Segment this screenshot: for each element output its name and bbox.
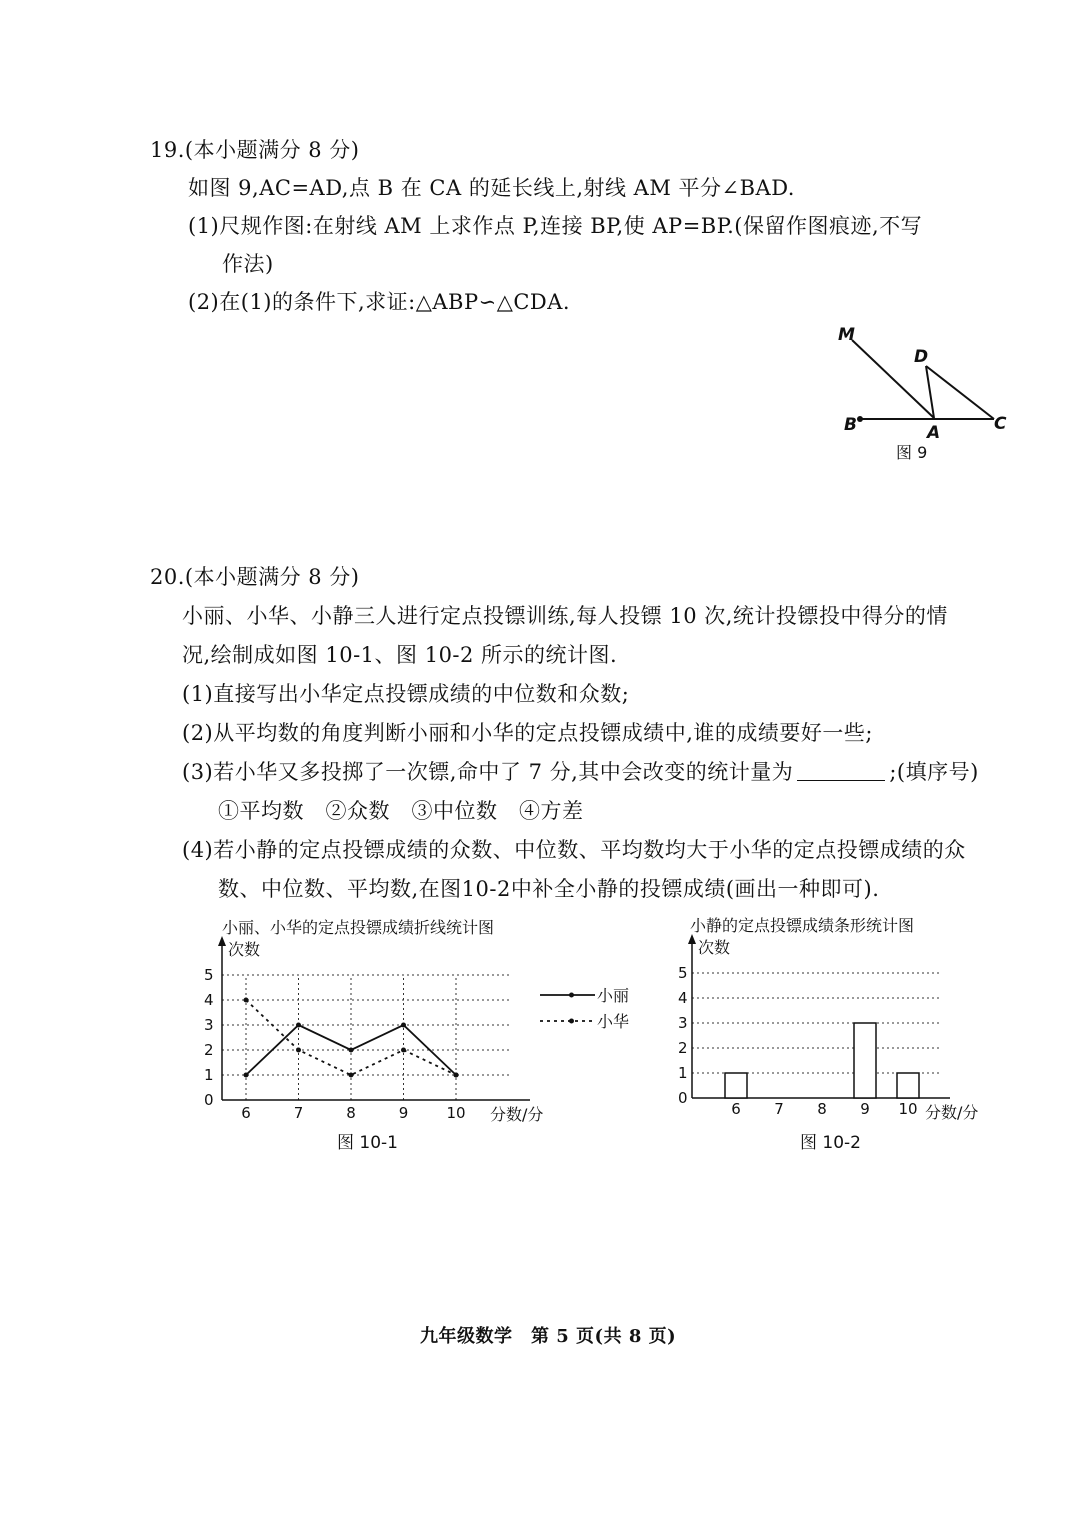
y-tick-label: 3 xyxy=(204,1016,214,1034)
page-footer: 九年级数学 第 5 页(共 8 页) xyxy=(420,1326,677,1347)
x-tick-label: 9 xyxy=(398,1104,409,1122)
x-tick-label: 10 xyxy=(446,1104,466,1122)
data-point xyxy=(401,1048,406,1053)
label-d: D xyxy=(914,347,929,367)
point-b xyxy=(857,416,863,422)
y-tick-label: 3 xyxy=(678,1014,688,1032)
q20-part1: (1)直接写出小华定点投镖成绩的中位数和众数; xyxy=(182,682,630,706)
y-tick-label: 5 xyxy=(678,964,688,982)
x-tick-label: 7 xyxy=(293,1104,304,1122)
x-axis-label: 分数/分 xyxy=(490,1105,544,1124)
q20-header: 20.(本小题满分 8 分) xyxy=(150,565,360,589)
chart1-caption: 图 10-1 xyxy=(337,1133,398,1153)
figure-9-caption: 图 9 xyxy=(896,443,928,462)
bar-6 xyxy=(725,1073,747,1098)
x-tick-label: 7 xyxy=(774,1100,784,1118)
y-tick-label: 2 xyxy=(678,1039,688,1057)
legend-label-1: 小丽 xyxy=(597,986,630,1005)
data-point xyxy=(349,1073,354,1078)
y-axis-label: 次数 xyxy=(228,940,261,959)
y-tick-label: 0 xyxy=(204,1091,214,1109)
label-c: C xyxy=(994,414,1007,434)
x-tick-label: 8 xyxy=(346,1104,356,1122)
y-tick-label: 4 xyxy=(678,989,688,1007)
answer-blank xyxy=(797,762,885,781)
label-m: M xyxy=(838,325,855,345)
data-point xyxy=(296,1023,301,1028)
q20-part4: (4)若小静的定点投镖成绩的众数、中位数、平均数均大于小华的定点投镖成绩的众 xyxy=(182,838,966,862)
bar-9 xyxy=(854,1023,876,1098)
q20-part3-text: (3)若小华又多投掷了一次镖,命中了 7 分,其中会改变的统计量为 xyxy=(182,760,794,784)
x-tick-label: 6 xyxy=(731,1100,741,1118)
q19-part2: (2)在(1)的条件下,求证:△ABP∽△CDA. xyxy=(188,290,571,314)
x-axis-label: 分数/分 xyxy=(925,1103,979,1122)
data-point xyxy=(296,1048,301,1053)
data-point xyxy=(244,998,249,1003)
y-axis-arrow xyxy=(218,936,226,946)
chart2-caption: 图 10-2 xyxy=(800,1133,861,1153)
q19-part1: (1)尺规作图:在射线 AM 上求作点 P,连接 BP,使 AP=BP.(保留作图痕迹,不写 xyxy=(188,214,923,238)
q19-stem: 如图 9,AC=AD,点 B 在 CA 的延长线上,射线 AM 平分∠BAD. xyxy=(188,176,795,200)
figure-9 xyxy=(830,318,1030,468)
chart1-title: 小丽、小华的定点投镖成绩折线统计图 xyxy=(222,918,495,937)
q20-stem-cont: 况,绘制成如图 10-1、图 10-2 所示的统计图. xyxy=(182,643,618,667)
q20-part3 xyxy=(182,756,979,786)
y-axis-arrow xyxy=(688,934,696,944)
legend-marker xyxy=(569,1019,574,1024)
data-point xyxy=(401,1023,406,1028)
chart2-title: 小静的定点投镖成绩条形统计图 xyxy=(690,916,915,935)
q20-options: ①平均数 ②众数 ③中位数 ④方差 xyxy=(218,799,584,823)
x-tick-label: 10 xyxy=(898,1100,918,1118)
chart-10-1 xyxy=(190,930,650,1130)
legend-marker xyxy=(569,993,574,998)
label-a: A xyxy=(927,423,941,443)
q19-header: 19.(本小题满分 8 分) xyxy=(150,138,360,162)
y-tick-label: 2 xyxy=(204,1041,214,1059)
q20-part4-cont: 数、中位数、平均数,在图10-2中补全小静的投镖成绩(画出一种即可). xyxy=(218,877,880,901)
q20-part2: (2)从平均数的角度判断小丽和小华的定点投镖成绩中,谁的成绩要好一些; xyxy=(182,721,873,745)
y-tick-label: 5 xyxy=(204,966,214,984)
data-point xyxy=(349,1048,354,1053)
data-point xyxy=(454,1073,459,1078)
y-tick-label: 0 xyxy=(678,1089,688,1107)
y-axis-label: 次数 xyxy=(698,938,731,957)
segment-dc xyxy=(926,366,994,419)
q20-stem: 小丽、小华、小静三人进行定点投镖训练,每人投镖 10 次,统计投镖投中得分的情 xyxy=(182,604,948,628)
q19-part1-cont: 作法) xyxy=(222,252,274,276)
x-tick-label: 6 xyxy=(241,1104,251,1122)
y-tick-label: 1 xyxy=(204,1066,214,1084)
data-point xyxy=(244,1073,249,1078)
y-tick-label: 4 xyxy=(204,991,214,1009)
chart-10-2 xyxy=(660,928,1000,1128)
y-tick-label: 1 xyxy=(678,1064,688,1082)
x-tick-label: 9 xyxy=(860,1100,870,1118)
q20-part3-tail: ;(填序号) xyxy=(889,760,979,784)
bar-10 xyxy=(897,1073,919,1098)
label-b: B xyxy=(844,415,857,435)
legend-label-2: 小华 xyxy=(597,1012,630,1031)
x-tick-label: 8 xyxy=(817,1100,827,1118)
